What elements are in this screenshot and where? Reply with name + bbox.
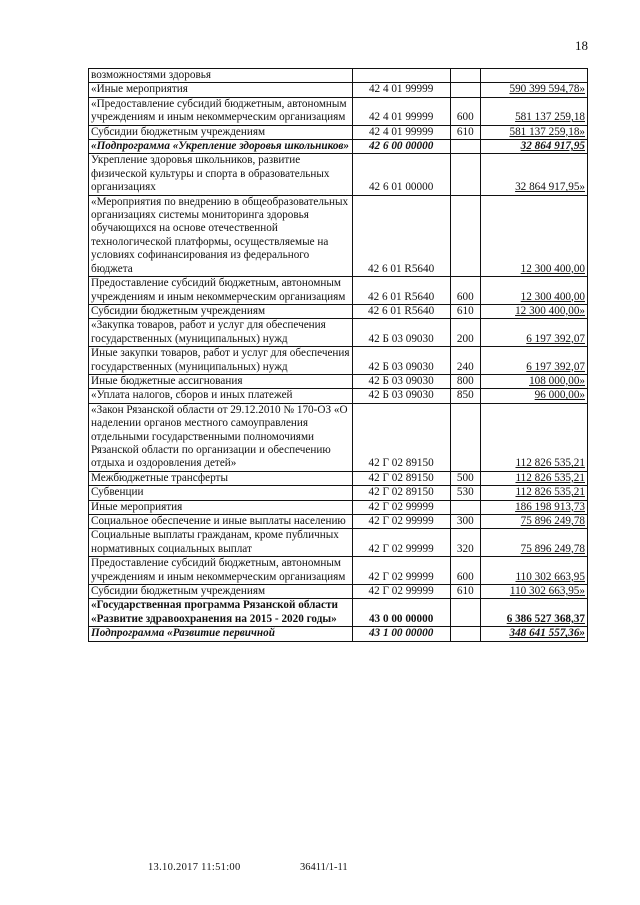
row-code: 42 4 01 99999 [352, 125, 450, 139]
table-row [89, 125, 588, 139]
row-name: «Государственная программа Рязанской области «Развитие здравоохранения на 2015 - 2020 годы» [89, 599, 353, 627]
row-code: 42 Г 02 89150 [352, 486, 450, 500]
budget-table [88, 68, 588, 642]
row-amount: 6 386 527 368,37 [481, 599, 588, 627]
row-code: 42 Г 02 89150 [352, 403, 450, 471]
table-row [89, 389, 588, 403]
row-code: 42 6 00 00000 [352, 140, 450, 154]
row-code: 42 6 01 R5640 [352, 277, 450, 305]
row-name: «Иные мероприятия [89, 83, 353, 97]
row-amount: 6 197 392,07 [481, 319, 588, 347]
row-name: Субсидии бюджетным учреждениям [89, 585, 353, 599]
row-amount [481, 69, 588, 83]
row-name: Социальные выплаты гражданам, кроме публичных нормативных социальных выплат [89, 529, 353, 557]
row-type: 200 [450, 319, 481, 347]
footer-doc-id: 36411/1-11 [300, 862, 348, 873]
row-type: 500 [450, 471, 481, 485]
row-name: «Уплата налогов, сборов и иных платежей [89, 389, 353, 403]
row-amount: 110 302 663,95 [481, 557, 588, 585]
row-code: 42 Г 02 89150 [352, 471, 450, 485]
row-type: 800 [450, 374, 481, 388]
row-code: 42 Г 02 99999 [352, 515, 450, 529]
table-row [89, 347, 588, 375]
row-code: 42 Г 02 99999 [352, 529, 450, 557]
table-row [89, 277, 588, 305]
row-type: 600 [450, 277, 481, 305]
row-type: 600 [450, 557, 481, 585]
row-type: 850 [450, 389, 481, 403]
row-amount: 110 302 663,95» [481, 585, 588, 599]
row-code: 42 6 01 R5640 [352, 304, 450, 318]
row-amount: 112 826 535,21 [481, 403, 588, 471]
table-row [89, 83, 588, 97]
row-amount: 108 000,00» [481, 374, 588, 388]
row-name: Межбюджетные трансферты [89, 471, 353, 485]
table-row [89, 195, 588, 276]
table-row [89, 154, 588, 195]
row-code: 42 Б 03 09030 [352, 347, 450, 375]
row-name: «Закупка товаров, работ и услуг для обеспечения государственных (муниципальных) нужд [89, 319, 353, 347]
row-type: 610 [450, 125, 481, 139]
table-row [89, 627, 588, 641]
row-name: Иные бюджетные ассигнования [89, 374, 353, 388]
row-code: 42 Б 03 09030 [352, 389, 450, 403]
row-name: «Мероприятия по внедрению в общеобразовательных организациях системы мониторинга здоровья обучающихся на основе отечественной технологической платформы, осуществляемые на условиях софинансирования из федерального бюджета [89, 195, 353, 276]
row-amount: 581 137 259,18» [481, 125, 588, 139]
row-amount: 75 896 249,78 [481, 529, 588, 557]
row-code: 42 Б 03 09030 [352, 374, 450, 388]
row-name: Субсидии бюджетным учреждениям [89, 125, 353, 139]
table-row [89, 585, 588, 599]
row-type [450, 154, 481, 195]
row-code: 42 Б 03 09030 [352, 319, 450, 347]
row-name: возможностями здоровья [89, 69, 353, 83]
row-name: Подпрограмма «Развитие первичной [89, 627, 353, 641]
row-type [450, 140, 481, 154]
row-type: 610 [450, 304, 481, 318]
table-row [89, 599, 588, 627]
row-amount: 12 300 400,00» [481, 304, 588, 318]
row-code: 42 Г 02 99999 [352, 557, 450, 585]
table-row [89, 515, 588, 529]
row-type [450, 83, 481, 97]
table-row [89, 557, 588, 585]
row-amount: 348 641 557,36» [481, 627, 588, 641]
row-name: Иные мероприятия [89, 500, 353, 514]
row-code: 43 0 00 00000 [352, 599, 450, 627]
row-amount: 12 300 400,00 [481, 195, 588, 276]
row-amount: 6 197 392,07 [481, 347, 588, 375]
table-row [89, 69, 588, 83]
row-type [450, 500, 481, 514]
row-type [450, 69, 481, 83]
row-type: 320 [450, 529, 481, 557]
row-name: «Закон Рязанской области от 29.12.2010 № 170-ОЗ «О наделении органов местного самоуправления отдельными государственными полномочиями Рязанской области по организации и обеспечению отдыха и оздоровления детей» [89, 403, 353, 471]
table-row [89, 304, 588, 318]
table-row [89, 374, 588, 388]
row-code: 42 6 01 00000 [352, 154, 450, 195]
footer-date: 13.10.2017 11:51:00 [148, 862, 241, 873]
table-row [89, 319, 588, 347]
table-row [89, 486, 588, 500]
table-row [89, 500, 588, 514]
row-name: «Предоставление субсидий бюджетным, автономным учреждениям и иным некоммерческим организациям [89, 97, 353, 125]
row-type [450, 195, 481, 276]
row-type: 300 [450, 515, 481, 529]
row-type [450, 599, 481, 627]
row-name: Иные закупки товаров, работ и услуг для обеспечения государственных (муниципальных) нужд [89, 347, 353, 375]
page-number: 18 [575, 38, 588, 53]
row-amount: 12 300 400,00 [481, 277, 588, 305]
table-row [89, 140, 588, 154]
row-type [450, 627, 481, 641]
row-amount: 112 826 535,21 [481, 486, 588, 500]
table-row [89, 529, 588, 557]
row-amount: 581 137 259,18 [481, 97, 588, 125]
row-amount: 32 864 917,95 [481, 140, 588, 154]
row-amount: 96 000,00» [481, 389, 588, 403]
row-name: Субвенции [89, 486, 353, 500]
row-code: 42 Г 02 99999 [352, 500, 450, 514]
row-code: 42 Г 02 99999 [352, 585, 450, 599]
row-amount: 32 864 917,95» [481, 154, 588, 195]
table-row [89, 403, 588, 471]
row-amount: 112 826 535,21 [481, 471, 588, 485]
row-code [352, 69, 450, 83]
row-name: Социальное обеспечение и иные выплаты населению [89, 515, 353, 529]
row-type [450, 403, 481, 471]
table-row [89, 97, 588, 125]
row-name: Предоставление субсидий бюджетным, автономным учреждениям и иным некоммерческим организациям [89, 277, 353, 305]
row-type: 610 [450, 585, 481, 599]
row-amount: 590 399 594,78» [481, 83, 588, 97]
table-row [89, 471, 588, 485]
row-amount: 186 198 913,73 [481, 500, 588, 514]
row-name: Предоставление субсидий бюджетным, автономным учреждениям и иным некоммерческим организациям [89, 557, 353, 585]
row-name: Укрепление здоровья школьников, развитие физической культуры и спорта в образовательных организациях [89, 154, 353, 195]
row-amount: 75 896 249,78 [481, 515, 588, 529]
row-code: 42 6 01 R5640 [352, 195, 450, 276]
row-code: 42 4 01 99999 [352, 97, 450, 125]
row-code: 42 4 01 99999 [352, 83, 450, 97]
row-name: Субсидии бюджетным учреждениям [89, 304, 353, 318]
row-code: 43 1 00 00000 [352, 627, 450, 641]
row-type: 530 [450, 486, 481, 500]
row-name: «Подпрограмма «Укрепление здоровья школьников» [89, 140, 353, 154]
row-type: 600 [450, 97, 481, 125]
row-type: 240 [450, 347, 481, 375]
